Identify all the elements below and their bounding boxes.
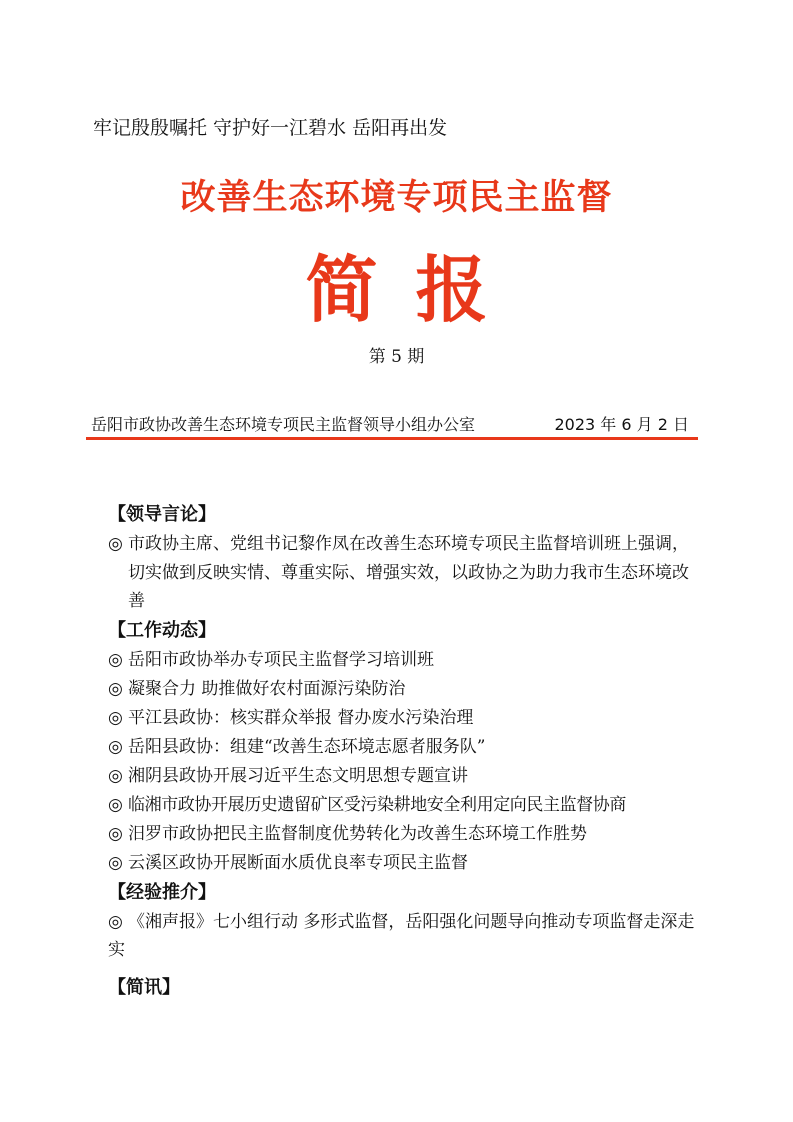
list-item-text: 云溪区政协开展断面水质优良率专项民主监督 bbox=[128, 852, 468, 873]
slogan: 牢记殷殷嘱托 守护好一江碧水 岳阳再出发 bbox=[93, 117, 448, 139]
issuer: 岳阳市政协改善生态环境专项民主监督领导小组办公室 bbox=[91, 415, 476, 434]
list-item-text: 岳阳县政协：组建“改善生态环境志愿者服务队” bbox=[128, 736, 486, 757]
bullet-icon: ◎ bbox=[108, 678, 123, 699]
masthead-brief: 简报 bbox=[305, 247, 526, 332]
list-item[interactable] bbox=[108, 646, 703, 675]
list-item-text: 凝聚合力 助推做好农村面源污染防治 bbox=[128, 678, 406, 699]
issue-number: 第 5 期 bbox=[368, 347, 425, 367]
bullet-icon: ◎ bbox=[108, 765, 123, 786]
bullet-icon: ◎ bbox=[108, 794, 123, 815]
bullet-icon: ◎ bbox=[108, 736, 123, 757]
section-heading-briefs: 【简讯】 bbox=[108, 976, 180, 998]
list-item[interactable] bbox=[108, 849, 703, 878]
list-item[interactable] bbox=[108, 908, 703, 965]
list-item-text: 《湘声报》七小组行动 多形式监督，岳阳强化问题导向推动专项监督走深走实 bbox=[108, 911, 695, 960]
list-item-text: 市政协主席、党组书记黎作凤在改善生态环境专项民主监督培训班上强调，切实做到反映实情、尊重实际、增强实效，以政协之为助力我市生态环境改善 bbox=[128, 534, 689, 611]
list-item[interactable] bbox=[108, 820, 703, 849]
masthead-title: 改善生态环境专项民主监督 bbox=[180, 177, 613, 218]
list-item[interactable] bbox=[108, 791, 703, 820]
bullet-icon: ◎ bbox=[108, 823, 123, 844]
section-heading-work-updates: 【工作动态】 bbox=[108, 619, 216, 641]
issue-date: 2023 年 6 月 2 日 bbox=[554, 415, 689, 434]
list-item-text: 临湘市政协开展历史遗留矿区受污染耕地安全利用定向民主监督协商 bbox=[128, 794, 626, 815]
bullet-icon: ◎ bbox=[108, 534, 123, 554]
list-item-text: 平江县政协：核实群众举报 督办废水污染治理 bbox=[128, 707, 474, 728]
bullet-icon: ◎ bbox=[108, 649, 123, 670]
section-heading-experience: 【经验推介】 bbox=[108, 881, 216, 903]
list-item-text: 岳阳市政协举办专项民主监督学习培训班 bbox=[128, 649, 434, 670]
table-of-contents bbox=[108, 500, 703, 1003]
bullet-icon: ◎ bbox=[108, 852, 123, 873]
red-divider bbox=[86, 437, 698, 440]
section-heading-leader-remarks: 【领导言论】 bbox=[108, 504, 216, 525]
bullet-icon: ◎ bbox=[108, 911, 123, 932]
list-item[interactable] bbox=[108, 675, 703, 704]
bullet-icon: ◎ bbox=[108, 707, 123, 728]
list-item-text: 汨罗市政协把民主监督制度优势转化为改善生态环境工作胜势 bbox=[128, 823, 587, 844]
list-item-text: 湘阴县政协开展习近平生态文明思想专题宣讲 bbox=[128, 765, 468, 786]
list-item[interactable] bbox=[108, 762, 703, 791]
list-item[interactable] bbox=[108, 733, 703, 762]
list-item[interactable] bbox=[108, 704, 703, 733]
list-item[interactable] bbox=[108, 530, 703, 616]
